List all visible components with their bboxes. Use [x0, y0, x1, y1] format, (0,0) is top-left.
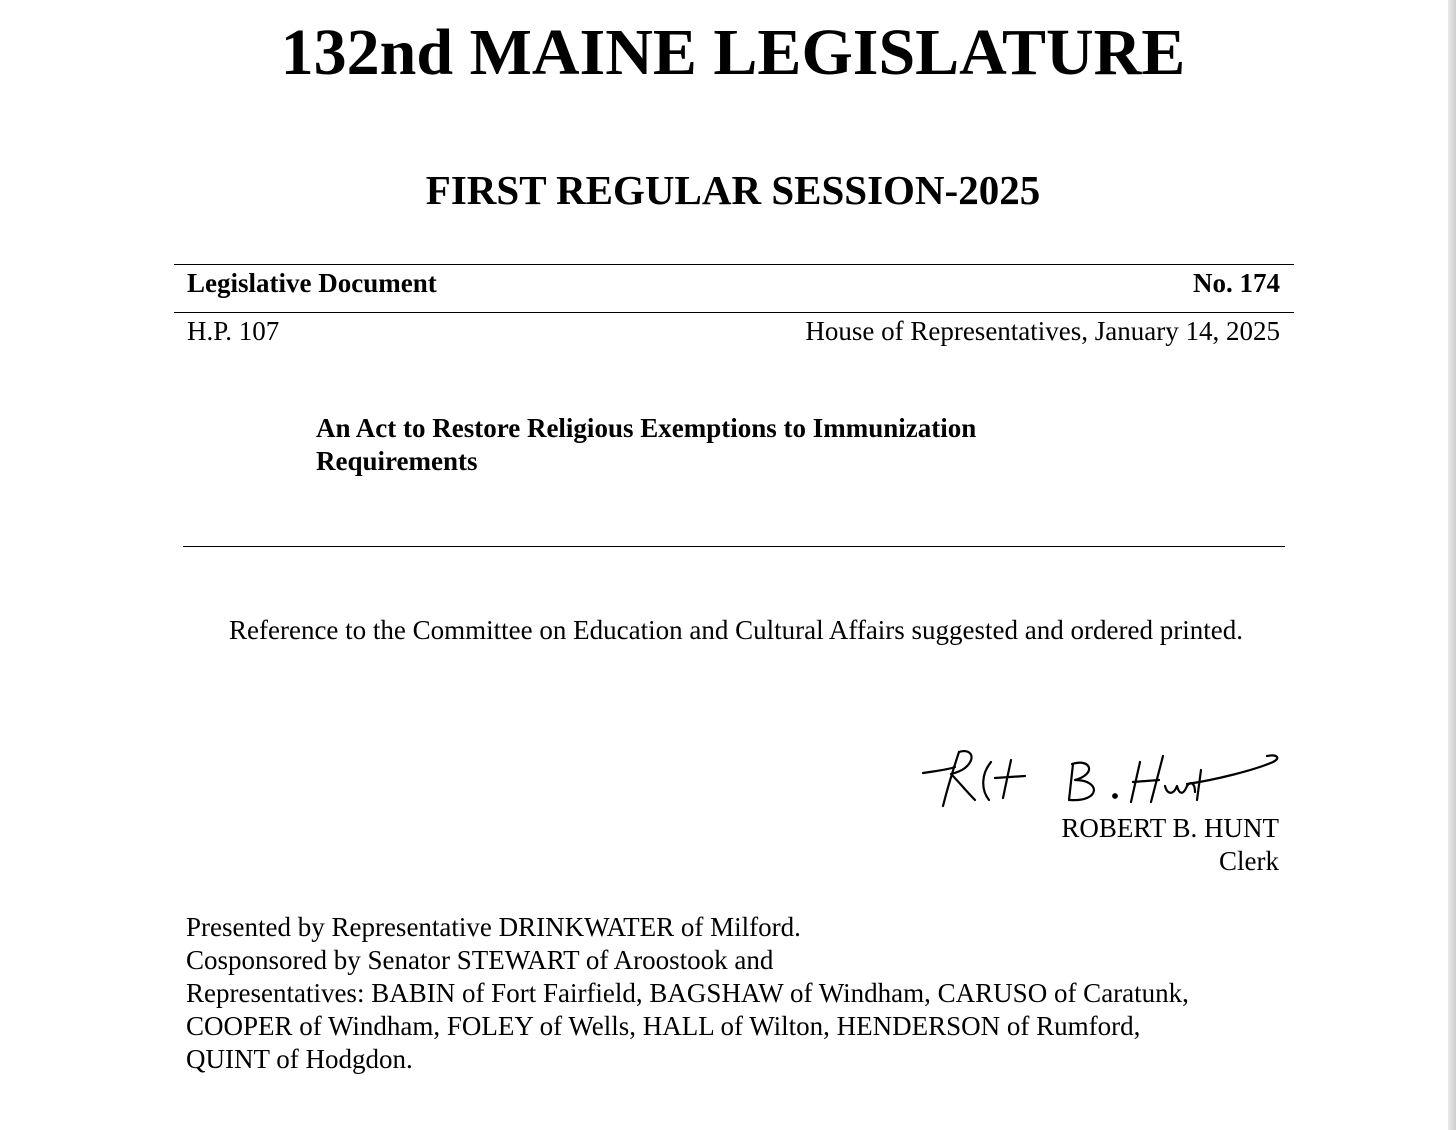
- clerk-title: Clerk: [1219, 846, 1279, 876]
- sponsor-line: COOPER of Windham, FOLEY of Wells, HALL of Wilton, HENDERSON of Rumford,: [186, 1011, 1141, 1041]
- middle-divider: [174, 312, 1294, 313]
- clerk-signature: [915, 740, 1285, 815]
- sponsor-line: Cosponsored by Senator STEWART of Aroostook and: [186, 945, 774, 975]
- legislature-title: 132nd MAINE LEGISLATURE: [280, 16, 1186, 89]
- sponsor-line: Presented by Representative DRINKWATER of Milford.: [186, 912, 801, 942]
- sponsor-line: Representatives: BABIN of Fort Fairfield, BAGSHAW of Windham, CARUSO of Caratunk,: [186, 978, 1189, 1008]
- session-title: FIRST REGULAR SESSION-2025: [425, 167, 1041, 213]
- act-title-line-2: Requirements: [316, 446, 478, 476]
- hp-number: H.P. 107: [187, 316, 280, 346]
- committee-reference: Reference to the Committee on Education and Cultural Affairs suggested and ordered printed.: [229, 615, 1243, 645]
- act-title-line-1: An Act to Restore Religious Exemptions to Immunization: [316, 413, 977, 443]
- house-date: House of Representatives, January 14, 2025: [805, 316, 1280, 346]
- top-divider: [174, 264, 1294, 265]
- legislative-document-label: Legislative Document: [187, 268, 437, 298]
- clerk-name: ROBERT B. HUNT: [1061, 813, 1279, 843]
- bottom-divider: [183, 546, 1285, 547]
- sponsors-block: [186, 911, 1286, 1076]
- sponsor-line: QUINT of Hodgdon.: [186, 1044, 413, 1074]
- document-number: No. 174: [1193, 268, 1280, 298]
- act-title: [316, 412, 1076, 478]
